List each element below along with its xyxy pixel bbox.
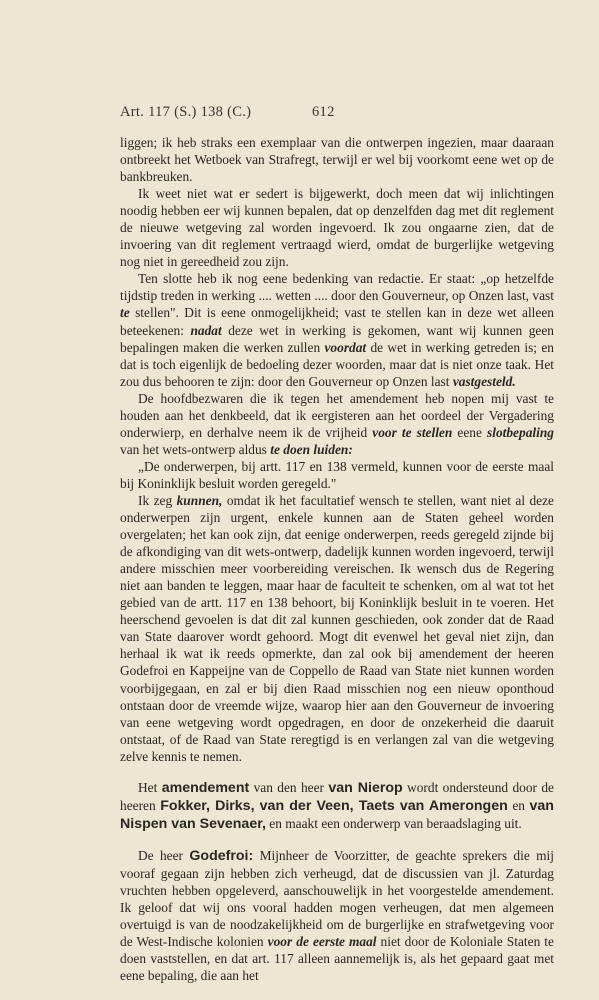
supporter-names: Fokker, Dirks, van der Veen, Taets van Amerongen — [160, 797, 508, 814]
article-reference: Art. 117 (S.) 138 (C.) — [120, 104, 252, 120]
emphasis: nadat — [190, 322, 222, 338]
emphasis: voor de eerste maal — [267, 934, 377, 950]
emphasis: voor te stellen — [372, 424, 453, 440]
paragraph: Ik zeg kunnen, omdat ik het facultatief wensch te stellen, want niet al deze onderwerpen zijn urgent, enkele kunnen aan de Staten geheel worden overgelaten; het kan ook zijn, dat eenige onderwerpen, reeds geregeld zijnde bij de afkondiging van dit wets-ontwerp, dadelijk kunnen worden ingevoerd, terwijl andere misschien meer voorbereiding vereischen. Ik wensch dus de Regering niet aan banden te leggen, maar haar de faculteit te schenken, om al wat tot het gebied van de artt. 117 en 138 behoort, bij Koninklijk besluit in te voeren. Het heerschend gevoelen is dat dit zal kunnen geschieden, ook zonder dat de Raad van State daarover wordt gehoord. Mogt dit evenwel het geval niet zijn, dan herhaal ik wat ik reeds opmerkte, dan zal ook bij amendement der heeren Godefroi en Kappeijne van de Coppello de Raad van State niet kunnen worden voorbijgegaan, en zal er bij dien Raad misschien nog een nieuw oponthoud ontstaan door de vreemde wijze, waarop hier aan den Gouverneur de invoering van eene wetgeving wordt opgedragen, en door de onzekerheid die daaruit ontstaat, of de Raad van State reregtigd is en verlangen zal van die wetgeving zelve kennis te nemen. — [120, 492, 554, 764]
quoted-proposal: „De onderwerpen, bij artt. 117 en 138 vermeld, kunnen voor de eerste maal bij Koninklijk besluit worden geregeld." — [120, 458, 554, 491]
speech-paragraph: De heer Godefroi: Mijnheer de Voorzitter, de geachte sprekers die mij vooraf gegaan zijn hebben zich verheugd, dat de discussien van jl. Zaturdag vruchten hebben opgeleverd, aanschouwelijk in het voorgestelde amendement. Ik geloof dat wij ons vooral hadden mogen verheugen, dat men algemeen overtuigd is van de noodzakelijkheid om de burgerlijke en strafwetgeving voor de West-Indische kolonien voor de eerste maal niet door de Koloniale Staten te doen vaststellen, en dat art. 117 alleen aannemelijk is, als het gepaard gaat met eene bepaling, die aan het — [120, 847, 554, 984]
paragraph: Ik weet niet wat er sedert is bijgewerkt, doch meen dat wij inlichtingen noodig hebben eer wij kunnen bepalen, dat op denzelfden dag met dit reglement de nieuwe wetgeving zal worden ingevoerd. Ik zou ongaarne zien, dat de invoering van dit reglement vertraagd wierd, omdat de burgerlijke wetgeving nog niet in gereedheid zou zijn. — [120, 186, 554, 270]
proposer-name: van Nierop — [328, 779, 403, 796]
supporter-name: van Nispen van Sevenaer, — [120, 797, 554, 832]
emphasis: vastgesteld. — [452, 373, 516, 389]
emphasis: voordat — [324, 339, 367, 355]
emphasis: te — [120, 305, 130, 321]
speaker-name: Godefroi: — [189, 847, 254, 864]
page-number: 612 — [312, 104, 335, 120]
amendment-note: Het amendement van den heer van Nierop wordt ondersteund door de heeren Fokker, Dirks, van der Veen, Taets van Amerongen en van Nispen van Sevenaer, en maakt een onderwerp van beraadslaging uit. — [120, 779, 554, 832]
emphasis: kunnen, — [176, 492, 223, 508]
paragraph: Ten slotte heb ik nog eene bedenking van redactie. Er staat: „op hetzelfde tijdstip treden in werking .... wetten .... door den Gouverneur, op Onzen last, vast te stellen". Dit is eene onmogelijkheid; vast te stellen kan in deze wet alleen beteekenen: nadat deze wet in werking is gekomen, want wij kunnen geen bepalingen maken die werken zullen voordat de wet in werking getreden is; en dat is toch eigenlijk de bedoeling dezer woorden, maar dat is niet onze taak. Het zou dus behooren te zijn: door den Gouverneur op Onzen last vastgesteld. — [120, 271, 554, 389]
amendment-label: amendement — [161, 779, 250, 796]
paragraph: De hoofdbezwaren die ik tegen het amendement heb nopen mij vast te houden aan het denkbeeld, dat ik eergisteren aan het oordeel der Vergadering onderwierp, en derhalve neem ik de vrijheid voor te stellen eene slotbepaling van het wets-ontwerp aldus te doen luiden: — [120, 390, 554, 457]
paragraph: liggen; ik heb straks een exemplaar van die ontwerpen ingezien, maar daaraan ontbreekt het Wetboek van Strafregt, terwijl er wel bij voorkomt eene wet op de bankbreuken. — [120, 135, 554, 185]
body-text — [120, 134, 554, 984]
emphasis: slotbepaling — [487, 424, 554, 440]
emphasis: te doen luiden: — [270, 441, 353, 457]
